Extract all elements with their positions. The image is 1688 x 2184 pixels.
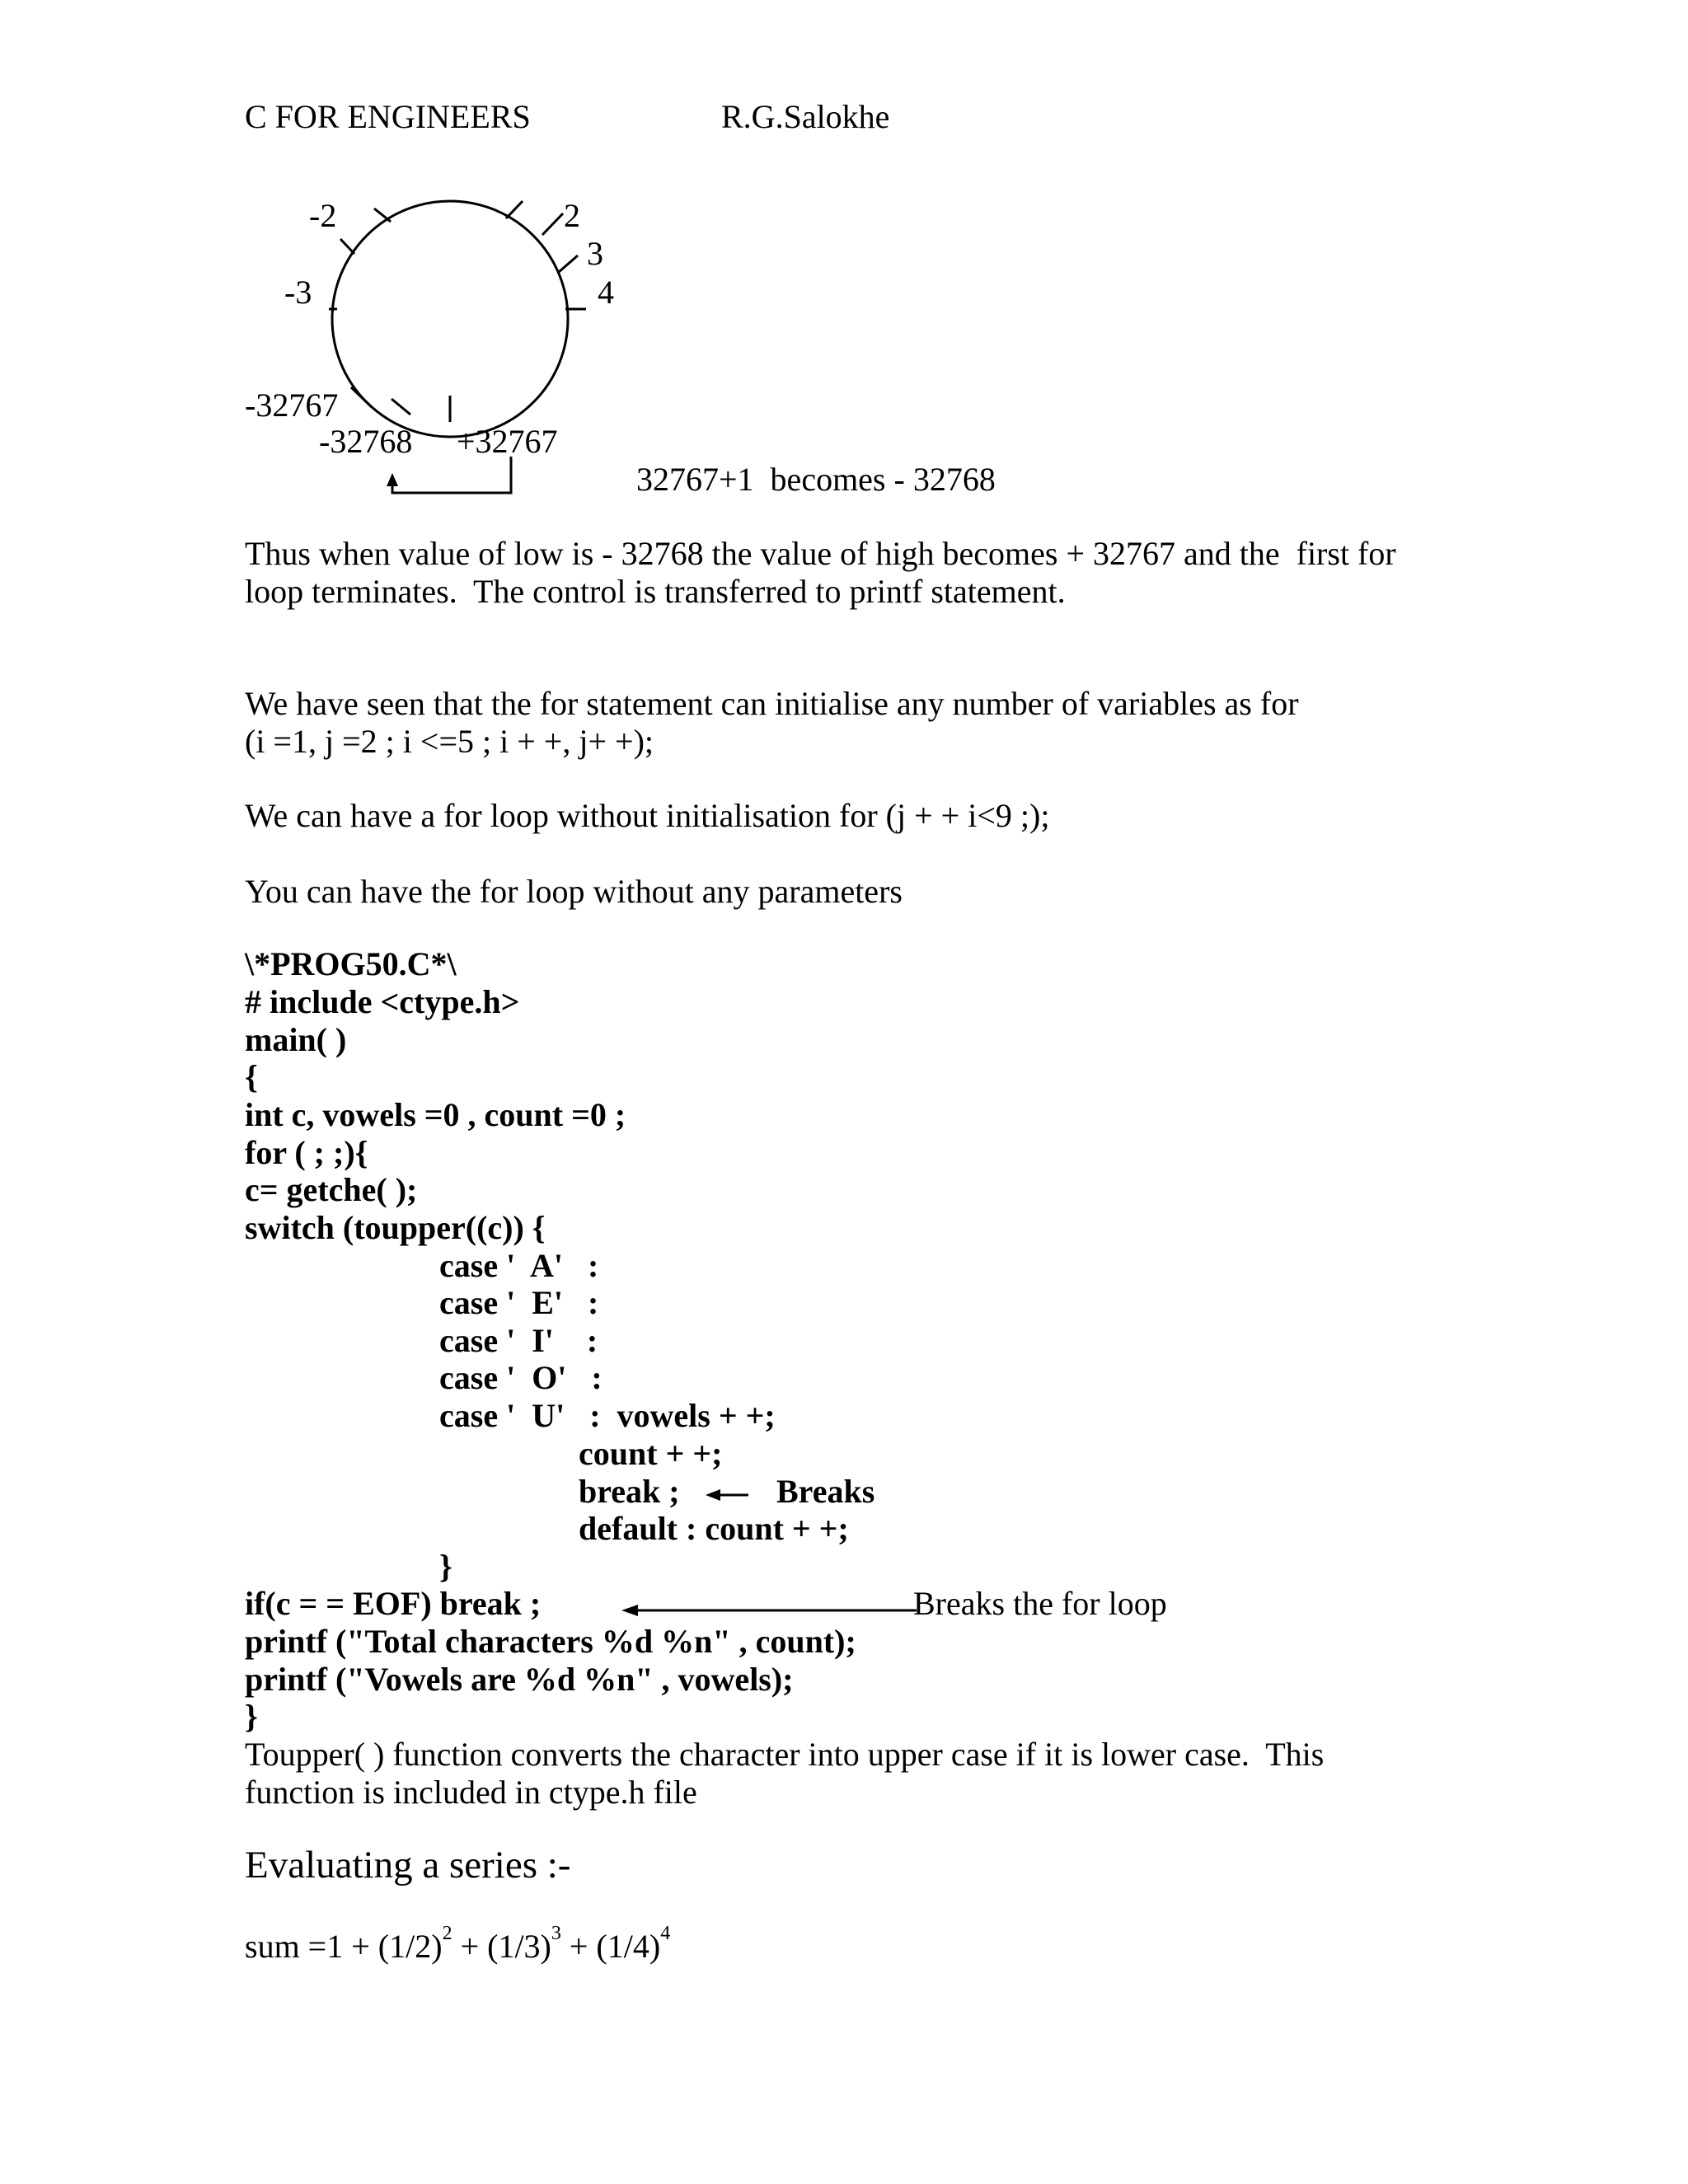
tick-mark — [506, 201, 523, 218]
diagram-caption: 32767+1 becomes - 32768 — [636, 461, 996, 498]
exponent: 4 — [660, 1923, 671, 1944]
tick-mark — [542, 213, 563, 235]
paragraph-line: (i =1, j =2 ; i <=5 ; i + +, j+ +); — [245, 723, 654, 760]
tick-mark — [351, 387, 372, 407]
paragraph-line: Thus when value of low is - 32768 the value of high becomes + 32767 and the first for — [245, 535, 1396, 572]
breaks-loop-note: Breaks the for loop — [913, 1585, 1167, 1622]
code-line: c= getche( ); — [245, 1171, 418, 1208]
code-line: case ' A' : — [439, 1247, 599, 1284]
code-line: int c, vowels =0 , count =0 ; — [245, 1096, 626, 1133]
tick-mark — [392, 399, 410, 415]
code-line: printf ("Vowels are %d %n" , vowels); — [245, 1661, 794, 1698]
code-line: default : count + +; — [579, 1510, 849, 1547]
exponent: 2 — [442, 1923, 452, 1944]
code-line: case ' U' : vowels + +; — [439, 1397, 776, 1434]
section-heading: Evaluating a series :- — [245, 1844, 571, 1886]
label-pos2: 2 — [564, 197, 580, 234]
code-line: case ' E' : — [439, 1284, 599, 1321]
paragraph-line: We have seen that the for statement can initialise any number of variables as for — [245, 685, 1299, 722]
paragraph-line: We can have a for loop without initialisation for (j + + i<9 ;); — [245, 797, 1050, 834]
exponent: 3 — [551, 1923, 561, 1944]
code-line: \*PROG50.C*\ — [245, 945, 457, 982]
paragraph-line: function is included in ctype.h file — [245, 1774, 697, 1811]
code-line: } — [245, 1698, 258, 1735]
code-line: for ( ; ;){ — [245, 1134, 368, 1171]
formula-prefix: sum =1 + (1/2) — [245, 1928, 443, 1965]
label-pos32767: +32767 — [457, 423, 558, 460]
paragraph-line: Toupper( ) function converts the character into upper case if it is lower case. This — [245, 1736, 1325, 1773]
code-line: case ' O' : — [439, 1359, 603, 1396]
code-line: if(c = = EOF) break ; — [245, 1585, 542, 1622]
label-neg2: -2 — [309, 197, 337, 234]
label-neg32768: -32768 — [319, 423, 413, 460]
label-neg3: -3 — [284, 274, 312, 311]
code-line: # include <ctype.h> — [245, 983, 520, 1020]
breaks-note: Breaks — [776, 1473, 875, 1510]
paragraph-line: You can have the for loop without any parameters — [245, 873, 903, 910]
code-line: count + +; — [579, 1435, 723, 1472]
code-line: { — [245, 1058, 258, 1095]
loop-break-arrow-head — [621, 1605, 638, 1616]
formula-term: + (1/4) — [560, 1928, 661, 1965]
code-line: case ' I' : — [439, 1322, 598, 1359]
code-line: switch (toupper((c)) { — [245, 1209, 546, 1246]
code-line: break ; — [579, 1473, 680, 1510]
wraparound-arrow-head — [387, 473, 398, 486]
paragraph-line: loop terminates. The control is transferred to printf statement. — [245, 573, 1066, 610]
series-formula — [245, 1923, 671, 1965]
breaks-arrow-head — [706, 1489, 720, 1501]
wraparound-arrow-line — [392, 457, 511, 493]
label-pos3: 3 — [587, 235, 603, 272]
tick-mark — [340, 239, 354, 254]
tick-mark — [559, 255, 578, 272]
label-neg32767: -32767 — [245, 387, 339, 424]
code-line: printf ("Total characters %d %n" , count); — [245, 1623, 856, 1660]
code-line: } — [439, 1548, 452, 1585]
code-line: main( ) — [245, 1021, 347, 1058]
header-author: R.G.Salokhe — [721, 98, 890, 135]
label-pos4: 4 — [598, 274, 614, 311]
formula-term: + (1/3) — [452, 1928, 551, 1965]
header-title: C FOR ENGINEERS — [245, 98, 531, 135]
tick-mark — [374, 209, 391, 222]
